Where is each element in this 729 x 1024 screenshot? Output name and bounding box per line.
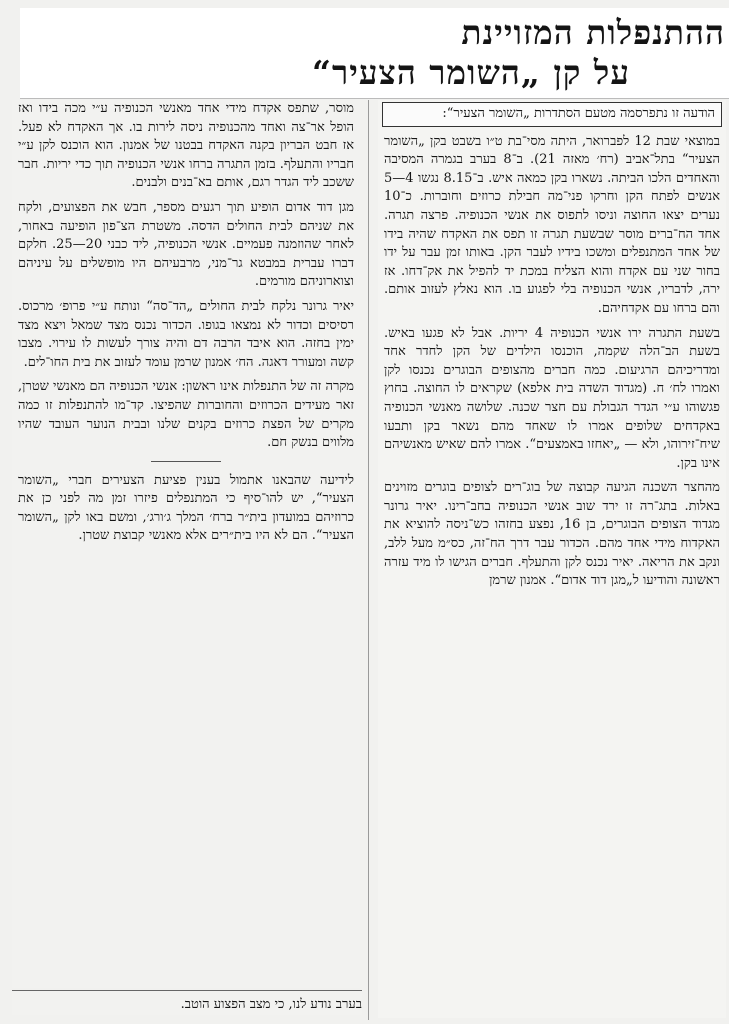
paragraph: מהחצר השכנה הגיעה קבוצה של בוג־רים לצופים בוגרים מזוינים באלות. בתג־רה זו ירד שוב אנשי הכנופיה בחב־רינו. יאיר גרונר מגדוד הצופים הבוגרים, בן 16, נפצע בחזהו כש־ניסה להוציא את האקדוח מידי אחד מהם. הכדור עבר דרך הח־זה, כס״מ מעל ללב, ונקב את הריאה. יאיר נכנס לקן והתעלף. חברים הגישו לו מיד עזרה ראשונה והודיעו ל„מגן דוד אדום“. אמנון שרמן	[384, 480, 720, 589]
paragraph: מקרה זה של התנפלות אינו ראשון: אנשי הכנופיה הם מאנשי שטרן, זאר מעידים הכרוזים והחוברות שהפיצו. קד־מו להתנפלות זו כמה מקרים של הפצת כרוזים בקנים שלנו ובבית הנוער העובד שהיו מלווים בנשק חם.	[18, 379, 354, 451]
section-divider	[151, 461, 221, 462]
paragraph: מוסר, שתפס אקדח מידי אחד מאנשי הכנופיה ע״י מכה בידו ואז הופל אר־צה ואחד מהכנופיה ניסה לירות בו. אך האקדח לא פעל. אז חבט הבריון בקנה האקדח בבטנו של אמנון. הוא הוכנס לקן ע״י חבריו והתעלף. בזמן התגרה ברחו אנשי הכנופיה תוך כדי יריות. חבר ששכב ליד הגדר רגם, אותם בא־בנים ולבנים.	[18, 101, 354, 191]
paragraph: מגן דוד אדום הופיע תוך רגעים מספר, חבש את הפצועים, ולקח את שניהם לבית החולים הדסה. משטרת הצ־פון הופיעה באחור, לאחר שהוזמנה פעמיים. אנשי הכנופיה, ליד כבני 20—25. חלקם דברו עברית במבטא גר־מני, מרבעיהם היו מופשלים על עיניהם וצוארוניהם מורמים.	[18, 199, 354, 290]
intro-note: הודעה זו נתפרסמה מטעם הסתדרות „השומר הצעיר“:	[382, 102, 722, 127]
article-column-left	[12, 100, 360, 988]
footer-note: בערב נודע לנו, כי מצב הפצוע הוטב.	[12, 990, 362, 1015]
column-divider	[368, 100, 369, 1020]
headline-line-1: ההתנפלות המזויינת	[461, 13, 725, 52]
paragraph: לידיעה שהבאנו אתמול בענין פציעת הצעירים חברי „השומר הצעיר“, יש להו־סיף כי המתנפלים פיזרו זמן מה לפני כן את כרוזיהם במועדון בית״ר ברח׳ המלך ג׳ורג׳, ומשם באו לקן „השומר הצעיר“. הם לא היו בית״רים אלא מאנשי קבוצת שטרן.	[18, 472, 354, 544]
headline-block	[20, 8, 729, 99]
article-column-right	[378, 100, 726, 1018]
paragraph: יאיר גרונר נלקח לבית החולים „הד־סה“ ונותח ע״י פרופ׳ מרכוס. רסיסים וכדור לא נמצאו בגופו. הכדור נכנס מצד שמאל ויצא מצד ימין בחזה. הוא איבד הרבה דם והיה צורך לעשות לו עירוי. מצבו קשה ומעורר דאגה. הח׳ אמנון שרמן עומד לעזוב את בית החו־לים.	[18, 298, 354, 370]
headline-line-2: על קן „השומר הצעיר“	[312, 53, 630, 92]
paragraph: בשעת התגרה ירו אנשי הכנופיה 4 יריות. אבל לא פגעו באיש. בשעת הב־הלה שקמה, הוכנסו הילדים של הקן לחדר אחד ומדריכיהם הרגיעום. כמה חברים מהצופים הבוגרים נכנסו לקן ואמרו לח׳ ח. (מגדוד השדה בית אלפא) שקראים לו החוצה. בחוץ פגשוהו ע״י הגדר הגבולת עם חצר שכנה. שלושה מאנשי הכנופיה באקדחים שלופים אמרו לו שאחד מהם נשאר בקן ותבעו שיח־זירוהו, ולא — „יאחזו באמצעים“. אמרו להם שאיש מאנשיהם אינו בקן.	[384, 325, 720, 471]
paragraph: במוצאי שבת 12 לפברואר, היתה מסי־בת ט״ו בשבט בקן „השומר הצעיר“ בתל־אביב (רח׳ מאזה 21). ב־8 בערב בגמרה המסיבה והאחדים הלכו הביתה. נשארו בקן כמאה איש. ב־8.15 נגשו 4—5 אנשים לפתח הקן וחרקו פני־מה חבילת כרוזים וחוברות. כ־10 נערים יצאו החוצה וניסו לתפוס את אנשי הכנופיה. פרצה תגרה. אחד הח־ברים מוסר שבשעת תגרה זו תפס את האקדח שהיה בידו של אחד המתנפלים ומשכו בידיו לעבר הקן. באותו זמן עבר על ידו בחור שני עם אקדח והוא הצליח במכת יד להפיל את אק־דחו. אז ירה, לדבריו, אנשי הכנופיה בלי לפגוע בו. הוא נאלץ לעזוב אותם. והם ברחו עם אקדחיהם.	[384, 133, 721, 316]
